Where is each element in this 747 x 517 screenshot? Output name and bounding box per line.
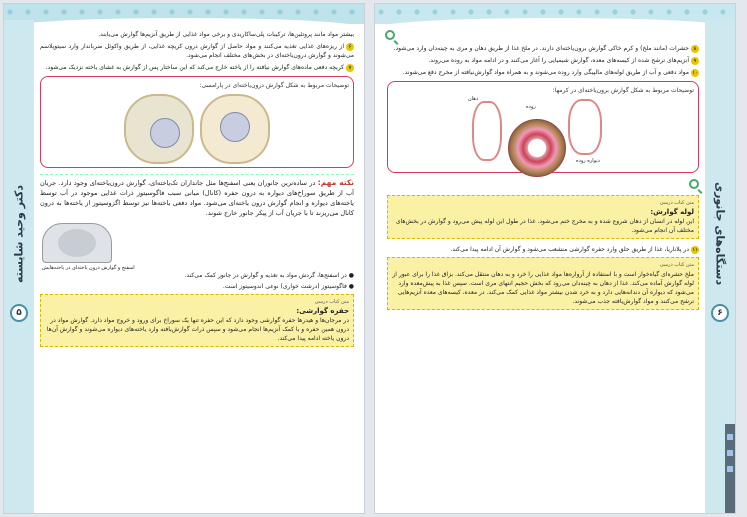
figure-label: دهان — [468, 96, 479, 102]
figure-caption: توضیحات مربوط به شکل گوارش درون‌یاخته‌ای در پارامسی: — [199, 82, 349, 89]
box-title: لوله گوارش: — [650, 208, 694, 216]
toolbar-button[interactable] — [727, 434, 733, 440]
figure-label: دیواره روده — [576, 158, 600, 164]
page-number: ۵ — [10, 304, 28, 322]
search-icon — [689, 179, 699, 189]
toolbar-button[interactable] — [727, 450, 733, 456]
list-item: ۷کریچه دفعی ماده‌های گوارش نیافته را از یاخته خارج می‌کند که این ساختار پس از گوارش به غشای یاخته نزدیک می‌شود. — [40, 63, 354, 72]
box-subtitle: متن کتاب درسی — [314, 299, 349, 305]
list-item: ۱۰مواد دفعی و آب از طریق لوله‌های مالپیگی وارد روده می‌شوند و به همراه مواد گوارش‌نیافته از مخرج دفع می‌شوند. — [402, 69, 698, 76]
left-page-content — [40, 30, 354, 350]
side-toolbar[interactable] — [725, 424, 735, 514]
list-item: ۶از ریزه‌های غذایی تغذیه می‌کنند و مواد حاصل از گوارش درون کریچه غذایی، از طریق واکوئل ضرباندار وارد سیتوپلاسم می‌شوند و گوارش درون‌یاخته‌ای در بخش‌های مختلف انجام می‌شود. — [40, 43, 354, 59]
box-text: این لوله در انسان از دهان شروع شده و به مخرج ختم می‌شود. غذا در طول این لوله پیش می‌رود و گوارش در بخش‌های مختلف آن انجام می‌شود. — [395, 218, 694, 234]
figure-box — [387, 81, 699, 173]
textbook-box — [40, 294, 354, 347]
figure-caption: توضیحات مربوط به شکل گوارش برون‌یاخته‌ای در کرمها: — [552, 87, 694, 94]
bullet-item: ● در اسفنج‌ها، گردش مواد به تغذیه و گوارش در جانور کمک می‌کند. — [184, 272, 354, 279]
textbook-box — [387, 257, 699, 310]
list-item: ۹آنزیم‌های ترشح شده از کیسه‌های معده، گوارش شیمیایی را آغاز می‌کنند و در ادامه مواد به روده می‌روند. — [387, 56, 699, 65]
toolbar-button[interactable] — [727, 466, 733, 472]
list-item: ۱۱در پلاناریا، غذا از طریق حلق وارد حفره گوارشی منشعب می‌شود و گوارش آن ادامه پیدا می‌کند. — [450, 246, 698, 253]
right-page — [374, 3, 736, 514]
paragraph: بیشتر مواد مانند پروتئین‌ها، ترکیبات پلی‌ساکاریدی و برخی مواد غذایی از طریق آنزیم‌ها گوارش می‌یابند. — [98, 31, 354, 38]
note-title: نکته مهم: — [317, 178, 354, 187]
paramecium-cell-image — [200, 94, 270, 164]
box-subtitle: متن کتاب درسی — [659, 200, 694, 206]
figure-caption: اسفنج و گوارش درون یاخته‌ای در یاخته‌هایش — [42, 265, 135, 271]
box-text: در مرجان‌ها و هیدرها حفره گوارشی وجود دارد که این حفره تنها یک سوراخ برای ورود و خروج مواد دارد. گوارش مواد در درون همین حفره و با کمک آنزیم‌ها انجام می‌شود و سپس ذرات گوارش‌یافته وارد یاخته‌های دیواره می‌شوند و گوارش آن‌ها درون یاخته ادامه پیدا می‌کند. — [46, 317, 349, 342]
chapter-side-title: دکتر وحید شایسته — [12, 184, 26, 284]
search-icon — [385, 30, 395, 40]
paramecium-cell-image — [124, 94, 194, 164]
page-number: ۶ — [711, 304, 729, 322]
figure-label: روده — [526, 104, 536, 110]
bullet-item: ● فاگوسیتوز (درشت خواری) نوعی اندوسیتوز است. — [222, 283, 354, 290]
earthworm-gut-figure — [468, 95, 618, 205]
box-subtitle: متن کتاب درسی — [659, 262, 694, 268]
box-text: ملخ حشره‌ای گیاه‌خوار است و با استفاده از آرواره‌ها مواد غذایی را خرد و به دهان منتقل می‌کند. بزاق غذا را برای عبور از لوله گوارش آماده می‌کند. غذا از دهان به چینه‌دان می‌رود که بخش حجیم انتهای مری است. سپس غذا به پیش‌معده وارد می‌شود که دیواره آن دندانه‌هایی دارد و به خرد شدن بیشتر مواد غذایی کمک می‌کند. در معده، کیسه‌های معده آنزیم‌هایی ترشح می‌کنند و مواد گوارش‌یافته جذب می‌شوند. — [392, 271, 694, 305]
box-title: حفره گوارشی: — [296, 307, 349, 315]
figure-box — [40, 76, 354, 168]
important-note: نکته مهم: در ساده‌ترین جانوران یعنی اسفنج‌ها مثل جانداران تک‌یاخته‌ای، گوارش درون‌یاخته‌ای وجود دارد. جریان آب از طریق سوراخ‌های دیواره به درون حفره (کانال) میانی سبب فاگوسیتوز ذرات غذایی موجود در آب توسط یاخته‌های دیواره و انجام گوارش درون یاخته‌ای می‌شود. مواد دفعی یاخته‌ها نیز توسط اگزوسیتوز از یاخته‌ها به درون کانال می‌ریزند تا با جریان آب از پیکر جانور خارج شوند. — [40, 178, 354, 217]
list-item: ۸حشرات (مانند ملخ) و کرم خاکی گوارش برون‌یاخته‌ای دارند. در ملخ غذا از طریق دهان و مری به چینه‌دان وارد می‌شود. — [387, 44, 699, 53]
left-page — [3, 3, 365, 514]
right-page-content — [387, 44, 699, 313]
sponge-figure — [40, 223, 354, 269]
chapter-side-title: دستگاه‌های جانوری — [713, 182, 727, 286]
intestine-cross-section — [508, 119, 566, 177]
paramecium-figure — [45, 94, 349, 164]
